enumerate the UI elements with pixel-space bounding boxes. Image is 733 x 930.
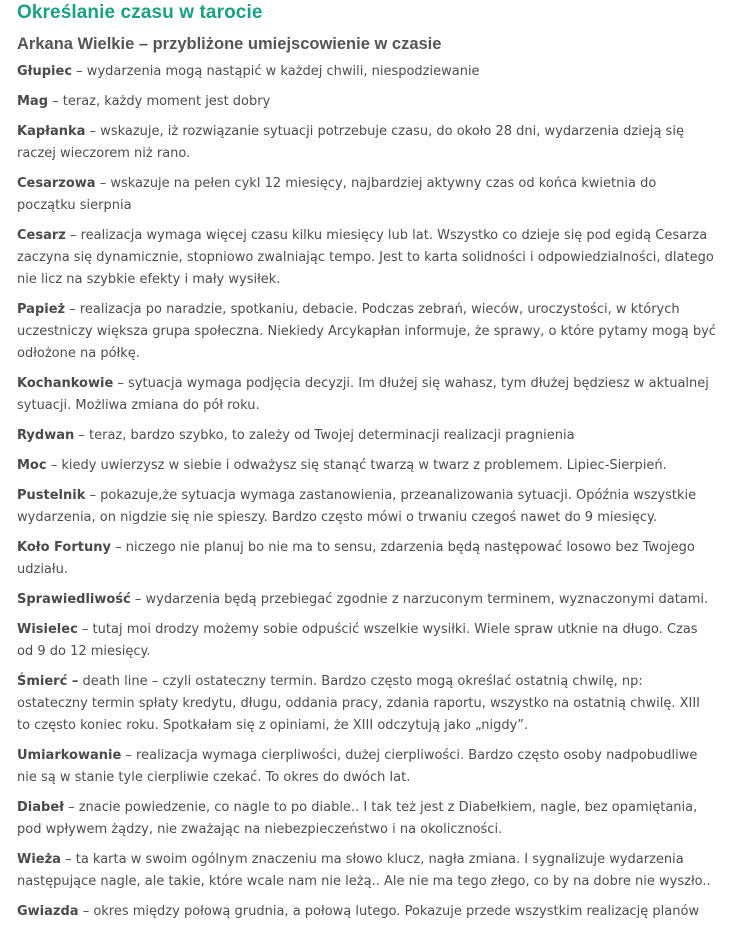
arcana-description: – kiedy uwierzysz w siebie i odważysz się stanąć twarzą w twarz z problemem. Lipiec-Sierpień.	[46, 458, 667, 473]
arcana-term: Śmierć –	[17, 674, 79, 689]
arcana-description: – sytuacja wymaga podjęcia decyzji. Im dłużej się wahasz, tym dłużej będziesz w aktualnej sytuacji. Możliwa zmiana do pół roku.	[17, 376, 709, 413]
arcana-entry	[17, 455, 717, 477]
arcana-term: Cesarz	[17, 228, 66, 243]
section-subtitle: Arkana Wielkie – przybliżone umiejscowienie w czasie	[17, 35, 442, 53]
arcana-entry	[17, 425, 717, 447]
arcana-term: Cesarzowa	[17, 176, 96, 191]
arcana-term: Sprawiedliwość	[17, 592, 131, 607]
arcana-description: – wskazuje na pełen cykl 12 miesięcy, najbardziej aktywny czas od końca kwietnia do początku sierpnia	[17, 176, 657, 213]
arcana-entry	[17, 849, 717, 893]
arcana-term: Kochankowie	[17, 376, 114, 391]
arcana-term: Rydwan	[17, 428, 75, 443]
arcana-entry	[17, 91, 717, 113]
arcana-description: – wydarzenia będą przebiegać zgodnie z narzuconym terminem, wyznaczonymi datami.	[130, 592, 709, 607]
arcana-description: – ta karta w swoim ogólnym znaczeniu ma słowo klucz, nagła zmiana. I sygnalizuje wydarzenia następujące nagle, ale takie, które wcale nam nie leżą.. Ale nie ma tego złego, co by na dobre nie wyszło..	[17, 852, 711, 889]
arcana-description: – okres między połową grudnia, a połową lutego. Pokazuje przede wszystkim realizację planów	[78, 904, 700, 919]
arcana-description: – realizacja po naradzie, spotkaniu, debacie. Podczas zebrań, wieców, uroczystości, w których uczestniczy większa grupa społeczna. Niekiedy Arcykapłan informuje, że sprawy, o które pytamy mogą być odłożone na półkę.	[17, 302, 716, 361]
arcana-term: Moc	[17, 458, 47, 473]
arcana-term: Pustelnik	[17, 488, 86, 503]
arcana-description: – teraz, każdy moment jest dobry	[48, 94, 271, 109]
arcana-description: death line – czyli ostateczny termin. Bardzo często mogą określać ostatnią chwilę, np: ostateczny termin spłaty kredytu, długu, oddania pracy, zdania raportu, wszystko na ostatnią chwilę. XIII to często koniec roku. Spotkałam się z opiniami, że XIII odczytują jako „nigdy”.	[17, 674, 700, 733]
arcana-entry	[17, 901, 717, 923]
arcana-entry	[17, 619, 717, 663]
arcana-description: – wydarzenia mogą nastąpić w każdej chwili, niespodziewanie	[72, 64, 480, 79]
arcana-term: Głupiec	[17, 64, 73, 79]
arcana-description: – teraz, bardzo szybko, to zależy od Twojej determinacji realizacji pragnienia	[74, 428, 575, 443]
arcana-entry	[17, 121, 717, 165]
arcana-description: – niczego nie planuj bo nie ma to sensu, zdarzenia będą następować losowo bez Twojego udziału.	[17, 540, 695, 577]
arcana-term: Wieża	[17, 852, 61, 867]
arcana-list	[17, 61, 717, 923]
arcana-term: Diabeł	[17, 800, 64, 815]
arcana-term: Kapłanka	[17, 124, 86, 139]
arcana-description: – tutaj moi drodzy możemy sobie odpuścić wszelkie wysiłki. Wiele spraw utknie na długo. Czas od 9 do 12 miesięcy.	[17, 622, 698, 659]
arcana-entry	[17, 373, 717, 417]
arcana-entry	[17, 485, 717, 529]
arcana-entry	[17, 173, 717, 217]
arcana-term: Koło Fortuny	[17, 540, 111, 555]
arcana-description: – realizacja wymaga cierpliwości, dużej cierpliwości. Bardzo często osoby nadpobudliwe nie są w stanie tyle cierpliwie czekać. To okres do dwóch lat.	[17, 748, 698, 785]
arcana-description: – pokazuje,że sytuacja wymaga zastanowienia, przeanalizowania sytuacji. Opóźnia wszystkie wydarzenia, on nigdzie się nie spieszy. Bardzo często mówi o trwaniu czegoś nawet do 9 miesięcy.	[17, 488, 697, 525]
arcana-entry	[17, 61, 717, 83]
arcana-entry	[17, 225, 717, 291]
arcana-entry	[17, 299, 717, 365]
arcana-entry	[17, 589, 717, 611]
arcana-description: – realizacja wymaga więcej czasu kilku miesięcy lub lat. Wszystko co dzieje się pod egidą Cesarza zaczyna się dynamicznie, stopniowo zwalniając tempo. Jest to karta solidności i odpowiedzialności, dlatego nie licz na szybkie efekty i mały wysiłek.	[17, 228, 714, 287]
page-title: Określanie czasu w tarocie	[17, 2, 263, 23]
arcana-term: Umiarkowanie	[17, 748, 122, 763]
arcana-description: – wskazuje, iż rozwiązanie sytuacji potrzebuje czasu, do około 28 dni, wydarzenia dzieją się raczej wieczorem niż rano.	[17, 124, 684, 161]
arcana-entry	[17, 537, 717, 581]
arcana-entry	[17, 745, 717, 789]
arcana-term: Mag	[17, 94, 49, 109]
arcana-entry	[17, 671, 717, 737]
arcana-entry	[17, 797, 717, 841]
arcana-term: Papież	[17, 302, 66, 317]
arcana-term: Wisielec	[17, 622, 78, 637]
arcana-description: – znacie powiedzenie, co nagle to po diable.. I tak też jest z Diabełkiem, nagle, bez opamiętania, pod wpływem żądzy, nie zważając na niebezpieczeństwo i na okoliczności.	[17, 800, 698, 837]
arcana-term: Gwiazda	[17, 904, 79, 919]
